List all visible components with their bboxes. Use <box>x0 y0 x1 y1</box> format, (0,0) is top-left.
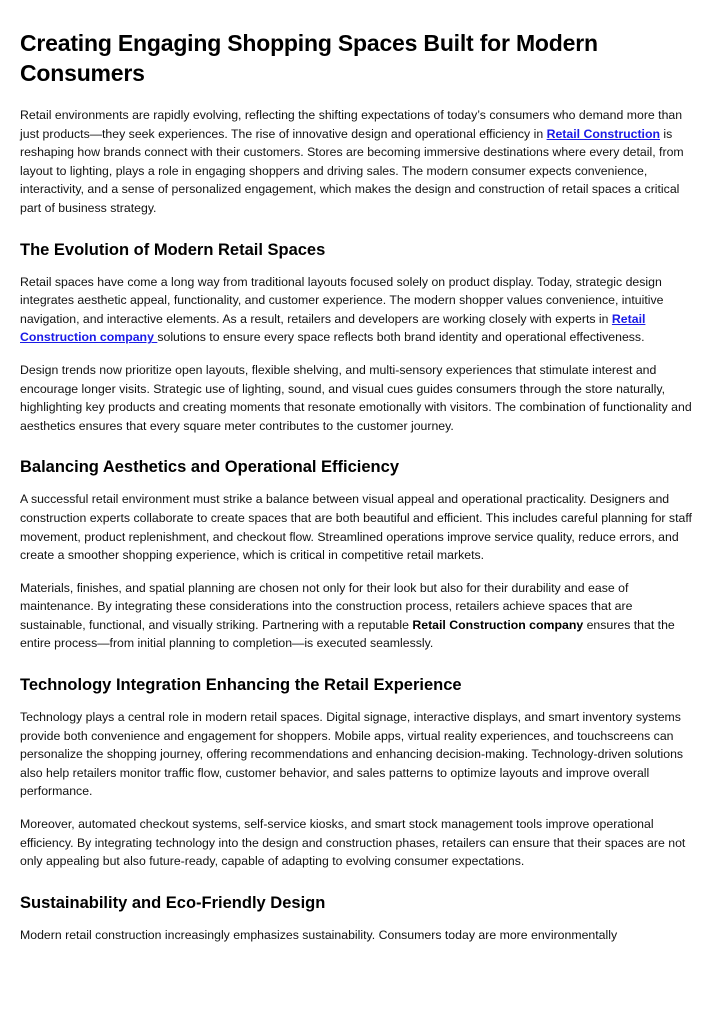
paragraph-text-part1: Materials, finishes, and spatial planning are chosen not only for their look but also for their durability and ease of maintenance. By integrating these considerations into the construction process, retailers achieve spaces that are sustainable, functional, and visually striking. Partnering with a reputable <box>20 580 633 632</box>
section-heading-balancing: Balancing Aesthetics and Operational Efficiency <box>20 458 399 477</box>
retail-construction-company-link[interactable]: Retail Construction company <box>20 311 646 345</box>
paragraph: Modern retail construction increasingly emphasizes sustainability. Consumers today are more environmentally <box>20 927 618 942</box>
intro-text-part1: Retail environments are rapidly evolving, reflecting the shifting expectations of today’s consumers who demand more than just products—they seek experiences. The rise of innovative design and operational efficiency in <box>20 108 683 141</box>
section-heading-evolution: The Evolution of Modern Retail Spaces <box>20 240 326 259</box>
page-title: Creating Engaging Shopping Spaces Built for Modern Consumers <box>20 30 598 86</box>
paragraph-text-part2: ensures that the entire process—from initial planning to completion—is executed seamlessly. <box>20 617 675 651</box>
retail-construction-link[interactable]: Retail Construction <box>546 126 660 141</box>
section-heading-technology: Technology Integration Enhancing the Retail Experience <box>20 676 462 695</box>
paragraph <box>20 579 692 653</box>
paragraph <box>20 273 692 347</box>
paragraph-text-part2: solutions to ensure every space reflects both brand identity and operational effectiveness. <box>157 330 645 345</box>
paragraph: Design trends now prioritize open layouts, flexible shelving, and multi-sensory experiences that stimulate interest and encourage longer visits. Strategic use of lighting, sound, and visual cues guides consumers through the store naturally, highlighting key products and creating moments that resonate emotionally with visitors. The combination of functionality and aesthetics ensures that every square meter contributes to the customer journey. <box>20 362 692 433</box>
paragraph: Technology plays a central role in modern retail spaces. Digital signage, interactive displays, and smart inventory systems provide both convenience and engagement for shoppers. Mobile apps, virtual reality experiences, and touchscreens can personalize the shopping journey, offering recommendations and enhancing decision-making. Technology-driven solutions also help retailers monitor traffic flow, customer behavior, and sales patterns to optimize layouts and improve overall performance. <box>20 710 684 799</box>
retail-construction-company-emphasis: Retail Construction company <box>412 617 584 632</box>
paragraph: A successful retail environment must strike a balance between visual appeal and operational practicality. Designers and construction experts collaborate to create spaces that are both beautiful and efficient. This includes careful planning for staff movement, product replenishment, and checkout flow. Streamlined operations improve service quality, reduce errors, and create a smoother shopping experience, which is critical in competitive retail markets. <box>20 492 692 563</box>
paragraph: Moreover, automated checkout systems, self-service kiosks, and smart stock management tools improve operational efficiency. By integrating technology into the design and construction phases, retailers can ensure that their spaces are not only appealing but also future-ready, capable of adapting to evolving consumer expectations. <box>20 817 686 869</box>
intro-text-part2: is reshaping how brands connect with their customers. Stores are becoming immersive destinations where every detail, from layout to lighting, plays a role in engaging shoppers and driving sales. The modern consumer expects convenience, interactivity, and a sense of personalized engagement, which makes the design and construction of retail spaces a critical part of business strategy. <box>20 126 684 215</box>
section-heading-sustainability: Sustainability and Eco-Friendly Design <box>20 893 326 912</box>
intro-paragraph <box>20 106 692 218</box>
paragraph-text-part1: Retail spaces have come a long way from traditional layouts focused solely on product display. Today, strategic design integrates aesthetic appeal, functionality, and customer experience. The modern shopper values convenience, intuitive navigation, and interactive elements. As a result, retailers and developers are working closely with experts in <box>20 274 664 326</box>
